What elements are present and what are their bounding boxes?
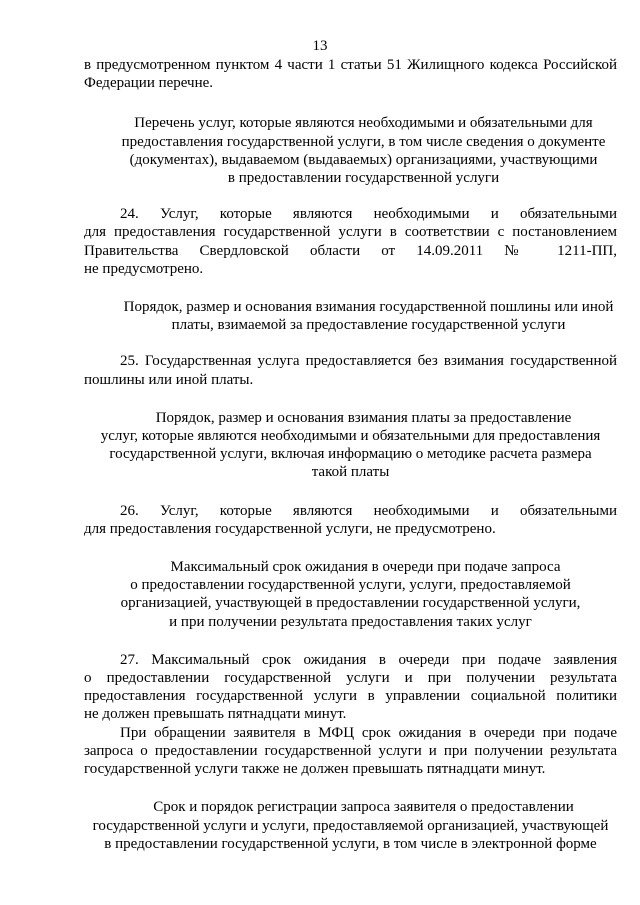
heading-line: услуг, которые являются необходимыми и обязательными для предоставления: [100, 428, 601, 445]
paragraph-27: [84, 651, 617, 724]
text-line: Правительства Свердловской области от 14.09.2011 № 1211-ПП,: [84, 242, 617, 259]
heading-line: и при получении результата предоставления таких услуг: [169, 613, 532, 630]
page-number: 13: [312, 38, 328, 54]
text-line: для предоставления государственной услуги в соответствии с постановлением: [84, 224, 617, 241]
heading-line: государственной услуги, включая информацию о методике расчета размера: [109, 446, 592, 463]
heading-line: предоставления государственной услуги, в том числе сведения о документе: [121, 133, 606, 150]
heading-line: платы, взимаемой за предоставление государственной услуги: [171, 317, 566, 334]
heading-line: организацией, участвующей в предоставлении государственной услуги,: [120, 595, 581, 612]
heading-line: такой платы: [311, 464, 390, 481]
section-heading: [84, 298, 617, 334]
heading-line: в предоставлении государственной услуги, в том числе в электронной форме: [104, 835, 597, 852]
section-heading: [84, 409, 617, 482]
heading-line: Порядок, размер и основания взимания государственной пошлины или иной: [123, 299, 614, 316]
text-line: о предоставлении государственной услуги и при получении результата: [84, 670, 617, 687]
text-line: 25. Государственная услуга предоставляется без взимания государственной: [120, 353, 617, 370]
heading-line: Порядок, размер и основания взимания платы за предоставление: [155, 409, 572, 426]
text-line: государственной услуги также не должен превышать пятнадцати минут.: [84, 761, 546, 778]
text-line: 27. Максимальный срок ожидания в очереди при подаче заявления: [120, 651, 617, 668]
text-line: для предоставления государственной услуги, не предусмотрено.: [84, 520, 496, 537]
text-line: При обращении заявителя в МФЦ срок ожидания в очереди при подаче: [120, 724, 617, 741]
text-line: 26. Услуг, которые являются необходимыми и обязательными: [120, 502, 617, 519]
section-heading: [84, 558, 617, 631]
text-line: не должен превышать пятнадцати минут.: [84, 706, 347, 723]
section-heading: [84, 114, 617, 187]
heading-line: государственной услуги и услуги, предоставляемой организацией, участвующей: [92, 817, 609, 834]
heading-line: (документах), выдаваемом (выдаваемых) организациями, участвующими: [129, 151, 598, 168]
section-heading: [84, 798, 617, 853]
document-body: [84, 56, 617, 853]
heading-line: Максимальный срок ожидания в очереди при подаче запроса: [170, 559, 561, 576]
heading-line: Перечень услуг, которые являются необходимыми и обязательными для: [134, 115, 593, 132]
paragraph-25: [84, 352, 617, 388]
heading-line: о предоставлении государственной услуги, услуги, предоставляемой: [130, 577, 571, 594]
text-line: предоставления государственной услуги в управлении социальной политики: [84, 688, 617, 705]
intro-paragraph: [84, 56, 617, 92]
text-line: запроса о предоставлении государственной услуги и при получении результата: [84, 742, 617, 759]
text-line: Федерации перечне.: [84, 75, 214, 92]
text-line: пошлины или иной платы.: [84, 371, 254, 388]
heading-line: в предоставлении государственной услуги: [227, 170, 500, 187]
heading-line: Срок и порядок регистрации запроса заявителя о предоставлении: [153, 799, 574, 816]
text-line: 24. Услуг, которые являются необходимыми и обязательными: [120, 206, 617, 223]
paragraph-27-continued: [84, 724, 617, 779]
paragraph-26: [84, 502, 617, 538]
text-line: в предусмотренном пунктом 4 части 1 статьи 51 Жилищного кодекса Российской: [84, 57, 617, 73]
paragraph-24: [84, 205, 617, 278]
text-line: не предусмотрено.: [84, 260, 204, 277]
